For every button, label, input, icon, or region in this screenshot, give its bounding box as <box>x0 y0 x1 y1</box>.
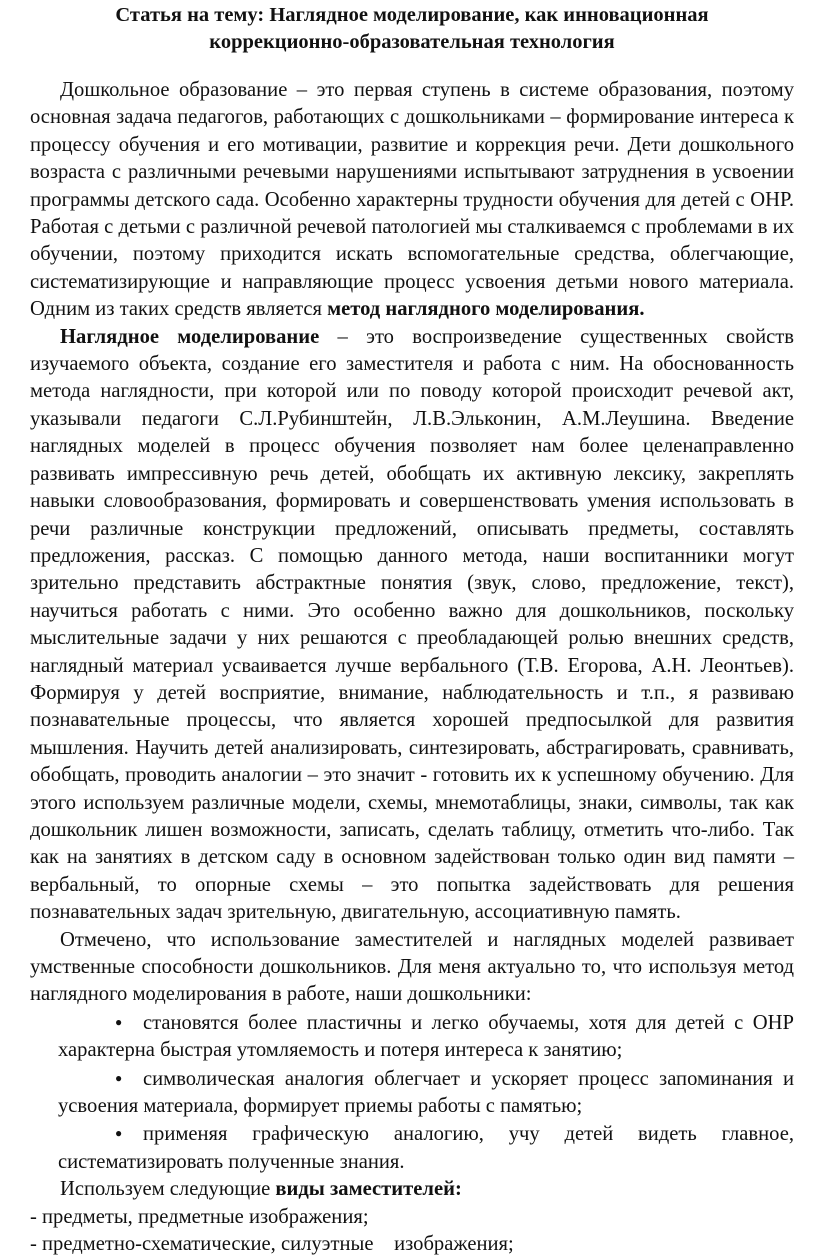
bullet-icon: ● <box>115 1014 123 1029</box>
substitute-line-objects: - предметы, предметные изображения; <box>30 1205 369 1228</box>
paragraph-substitutes-bold: виды заместителей: <box>275 1178 462 1201</box>
list-item-text: становятся более пластичны и легко обучаемы, хотя для детей с ОНР характерна быстрая утомляемость и потеря интереса к занятию; <box>58 1011 794 1062</box>
paragraph-substitutes <box>30 1176 794 1203</box>
title-line-2: коррекционно-образовательная технология <box>209 31 615 53</box>
title-line-1: Статья на тему: Наглядное моделирование, как инновационная <box>115 4 709 26</box>
list-item <box>30 1065 794 1121</box>
results-list <box>30 1009 794 1176</box>
paragraph-results <box>30 927 794 1009</box>
paragraph-definition-text: – это воспроизведение существенных свойств изучаемого объекта, создание его заместителя и работа с ним. На обоснованность метода наглядности, при которой или по поводу которой происходит речевой акт, указывали педагоги С.Л.Рубинштейн, Л.В.Эльконин, А.М.Леушина. Введение наглядных моделей в процесс обучения позволяет нам более целенаправленно развивать импрессивную речь детей, обобщать их активную лексику, закреплять навыки словообразования, формировать и совершенствовать умения использовать в речи различные конструкции предложений, описывать предметы, составлять предложения, рассказ. С помощью данного метода, наши воспитанники могут зрительно представить абстрактные понятия (звук, слово, предложение, текст), научиться работать с ними. Это особенно важно для дошкольников, поскольку мыслительные задачи у них решаются с преобладающей ролью внешних средств, наглядный материал усваивается лучше вербального (Т.В. Егорова, А.Н. Леонтьев). Формируя у детей восприятие, внимание, наблюдательность и т.п., я развиваю познавательные процессы, что является хорошей предпосылкой для развития мышления. Научить детей анализировать, синтезировать, абстрагировать, сравнивать, обобщать, проводить аналогии – это значит - готовить их к успешному обучению. Для этого используем различные модели, схемы, мнемотаблицы, знаки, символы, так как дошкольник лишен возможности, записать, сделать таблицу, отметить что-либо. Так как на занятиях в детском саду в основном задействован только один вид памяти – вербальный, то опорные схемы – это попытка задействовать для решения познавательных задач зрительную, двигательную, ассоциативную память. <box>30 325 794 924</box>
list-item <box>30 1120 794 1176</box>
list-item <box>30 1009 794 1065</box>
paragraph-definition-bold: Наглядное моделирование <box>60 325 320 348</box>
paragraph-intro <box>30 77 794 324</box>
list-item-text: символическая аналогия облегчает и ускоряет процесс запоминания и усвоения материала, формирует приемы работы с памятью; <box>58 1067 794 1118</box>
article-title <box>30 2 794 56</box>
list-item-text: применяя графическую аналогию, учу детей видеть главное, систематизировать полученные знания. <box>58 1123 794 1173</box>
paragraph-results-text: Отмечено, что использование заместителей и наглядных моделей развивает умственные способности дошкольников. Для меня актуально то, что используя метод наглядного моделирования в работе, наши дошкольники: <box>30 928 794 1006</box>
paragraph-intro-text: Дошкольное образование – это первая ступень в системе образования, поэтому основная задача педагогов, работающих с дошкольниками – формирование интереса к процессу обучения и его мотивации, развитие и коррекция речи. Дети дошкольного возраста с различными речевыми нарушениями испытывают затруднения в усвоении программы детского сада. Особенно характерны трудности обучения для детей с ОНР. Работая с детьми с различной речевой патологией мы сталкиваемся с проблемами в их обучении, поэтому приходится искать вспомогательные средства, облегчающие, систематизирующие и направляющие процесс усвоения детьми нового материала. Одним из таких средств является <box>30 79 794 321</box>
paragraph-substitutes-text: Используем следующие <box>60 1178 276 1201</box>
bullet-icon: ● <box>115 1070 123 1085</box>
bullet-icon: ● <box>115 1126 123 1141</box>
substitute-line-schematic: - предметно-схематические, силуэтные изображения; <box>30 1233 514 1256</box>
paragraph-intro-bold: метод наглядного моделирования. <box>327 298 645 321</box>
paragraph-definition <box>30 324 794 927</box>
